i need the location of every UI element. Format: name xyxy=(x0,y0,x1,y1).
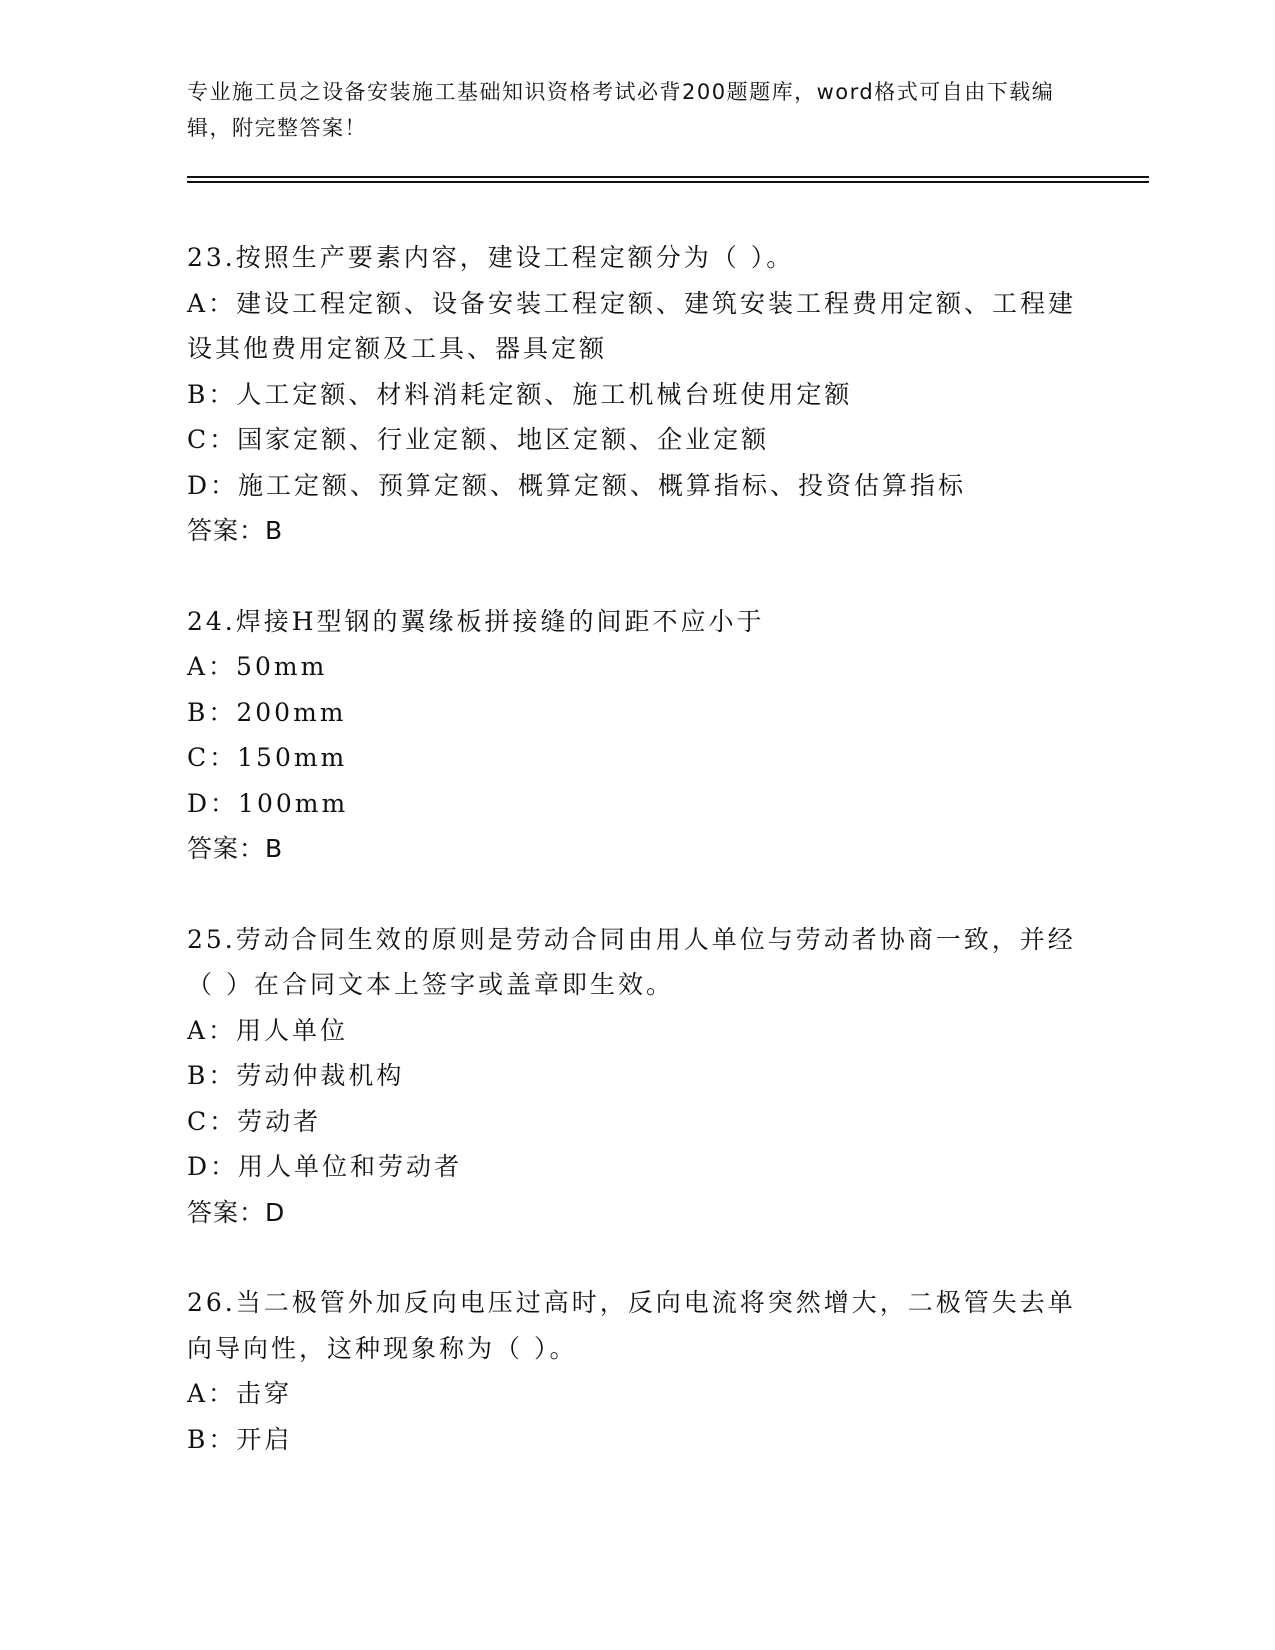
answer-line: 答案：B xyxy=(187,834,284,863)
answer-line: 答案：D xyxy=(187,1197,286,1227)
option-b: B：劳动仲裁机构 xyxy=(187,1061,405,1090)
question-23 xyxy=(187,235,1087,554)
option-c: C：劳动者 xyxy=(187,1106,322,1136)
question-stem: 25.劳动合同生效的原则是劳动合同由用人单位与劳动者协商一致，并经（ ）在合同文本上签字或盖章即生效。 xyxy=(187,924,1076,999)
option-d: D：100mm xyxy=(187,788,349,818)
question-25 xyxy=(187,917,1087,1236)
option-d: D：施工定额、预算定额、概算定额、概算指标、投资估算指标 xyxy=(187,470,967,500)
header-rule-bottom xyxy=(187,181,1149,183)
option-c: C：150mm xyxy=(187,743,348,772)
option-a: A：击穿 xyxy=(187,1379,293,1408)
option-a: A：建设工程定额、设备安装工程定额、建筑安装工程费用定额、工程建设其他费用定额及工具、器具定额 xyxy=(187,288,1077,363)
question-24 xyxy=(187,599,1087,872)
answer-line: 答案：B xyxy=(187,516,284,545)
option-b: B：开启 xyxy=(187,1424,293,1454)
option-c: C：国家定额、行业定额、地区定额、企业定额 xyxy=(187,425,770,454)
option-b: B：200mm xyxy=(187,697,347,727)
option-a: A：用人单位 xyxy=(187,1015,349,1045)
question-stem: 23.按照生产要素内容，建设工程定额分为（ ）。 xyxy=(187,243,795,272)
option-b: B：人工定额、材料消耗定额、施工机械台班使用定额 xyxy=(187,379,853,409)
document-header: 专业施工员之设备安装施工基础知识资格考试必背200题题库，word格式可自由下载编辑，附完整答案！ xyxy=(187,80,1055,140)
question-list xyxy=(187,235,1087,1507)
question-26 xyxy=(187,1280,1087,1462)
option-a: A：50mm xyxy=(187,652,328,681)
option-d: D：用人单位和劳动者 xyxy=(187,1152,463,1181)
header-rule-top xyxy=(187,176,1149,178)
question-stem: 24.焊接H型钢的翼缘板拼接缝的间距不应小于 xyxy=(187,606,765,636)
question-stem: 26.当二极管外加反向电压过高时，反向电流将突然增大，二极管失去单向导向性，这种现象称为（ ）。 xyxy=(187,1288,1076,1363)
